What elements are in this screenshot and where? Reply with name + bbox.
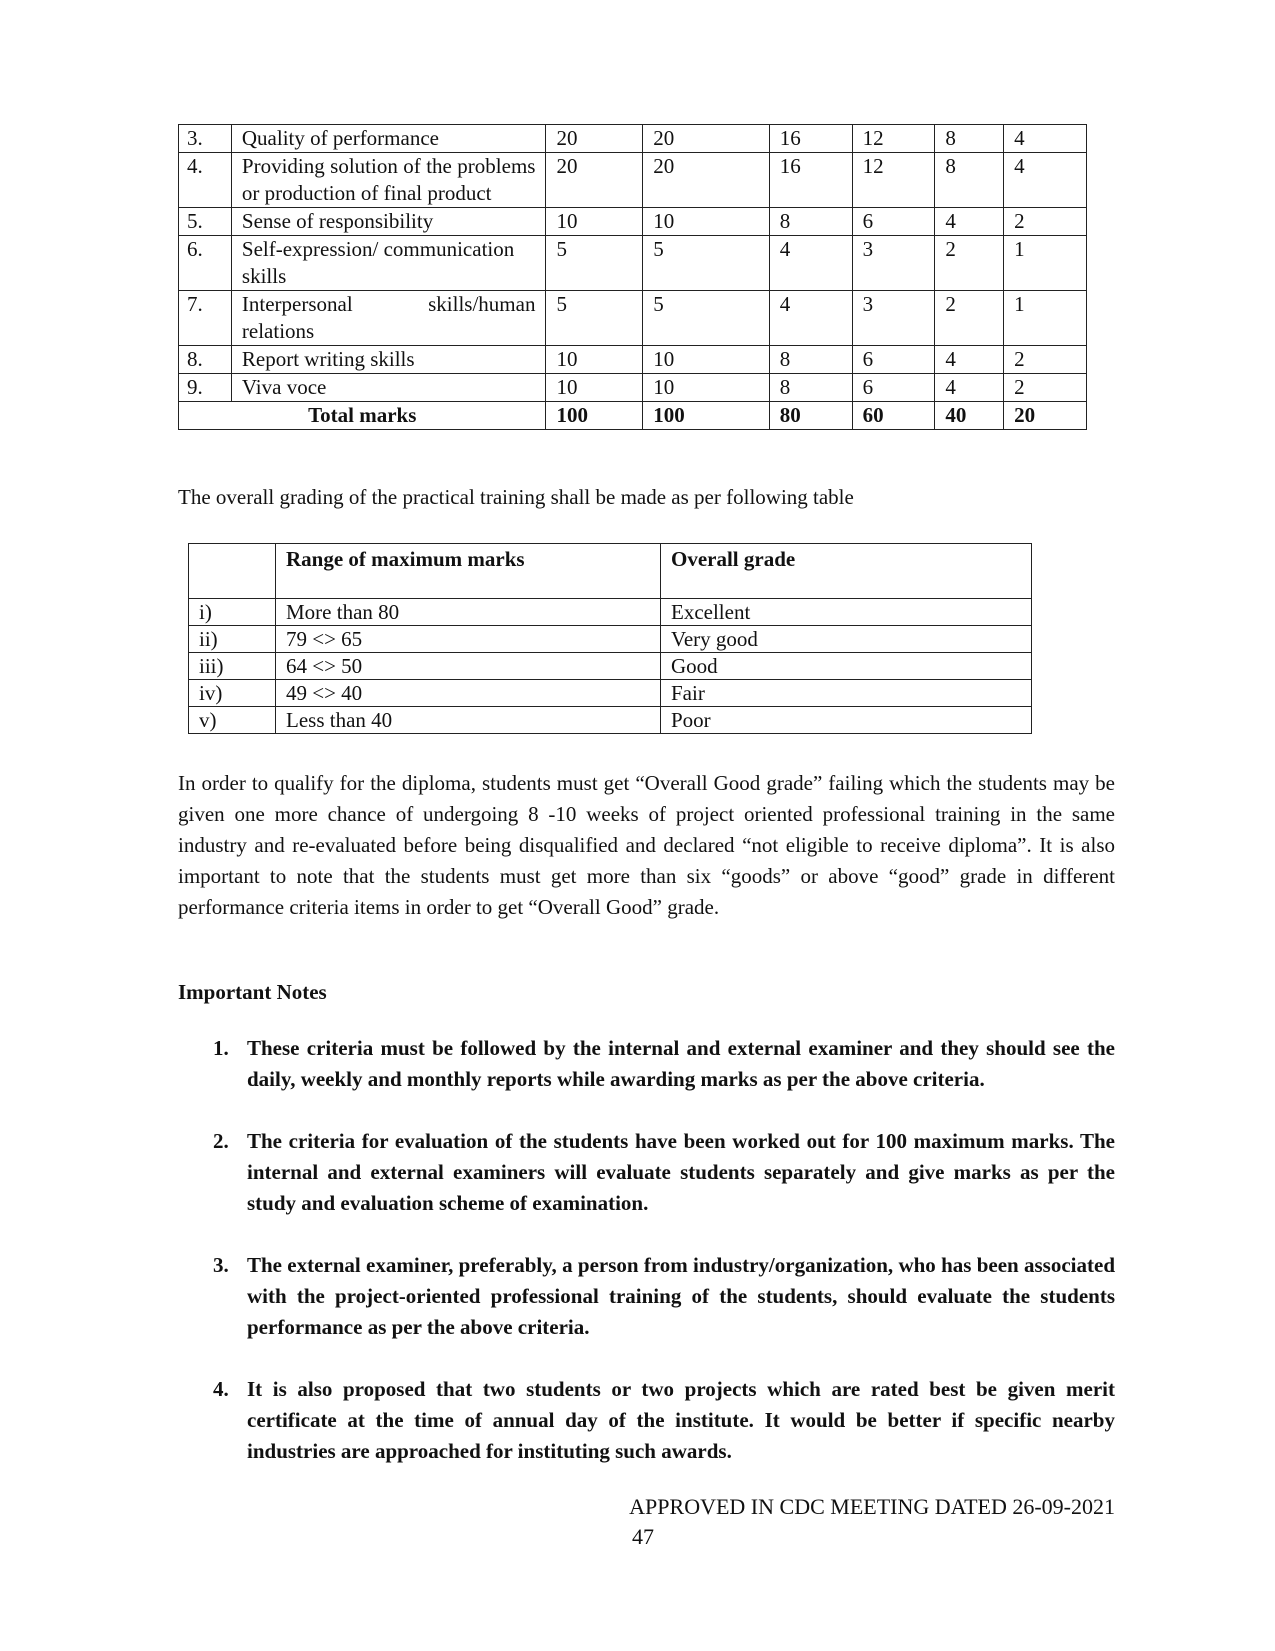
total-cell: 100 <box>643 402 770 430</box>
description-line <box>242 291 536 318</box>
table-row <box>189 707 1032 734</box>
marks-cell: 4 <box>1004 153 1087 208</box>
table-row <box>179 346 1087 374</box>
marks-cell: 8 <box>769 374 852 402</box>
marks-cell: 6 <box>852 208 935 236</box>
page-number: 47 <box>632 1524 654 1549</box>
grade-range: 49 <> 40 <box>276 680 661 707</box>
marks-cell: 10 <box>643 208 770 236</box>
table-row <box>189 653 1032 680</box>
grade-range: 64 <> 50 <box>276 653 661 680</box>
grade-label: Good <box>661 653 1032 680</box>
marks-cell: 2 <box>1004 346 1087 374</box>
marks-cell: 8 <box>935 125 1004 153</box>
row-number: 8. <box>179 346 232 374</box>
grade-index: iv) <box>189 680 276 707</box>
marks-cell: 20 <box>643 153 770 208</box>
marks-cell: 8 <box>769 208 852 236</box>
approval-footer: APPROVED IN CDC MEETING DATED 26-09-2021 <box>629 1494 1115 1519</box>
marks-cell: 1 <box>1004 236 1087 291</box>
marks-cell: 4 <box>935 346 1004 374</box>
marks-cell: 2 <box>1004 374 1087 402</box>
total-cell: 20 <box>1004 402 1087 430</box>
marks-cell: 5 <box>546 236 643 291</box>
table-row <box>189 599 1032 626</box>
marks-cell: 1 <box>1004 291 1087 346</box>
table-row <box>179 374 1087 402</box>
table-row <box>179 236 1087 291</box>
marks-cell: 8 <box>935 153 1004 208</box>
list-item <box>178 1250 1115 1343</box>
table-row <box>179 125 1087 153</box>
marks-cell: 5 <box>546 291 643 346</box>
note-text: The external examiner, preferably, a person from industry/organization, who has been associated with the project-oriented professional training of the students, should evaluate the students performance as per the above criteria. <box>247 1253 1115 1339</box>
note-number: 4. <box>213 1377 229 1401</box>
marks-cell: 4 <box>1004 125 1087 153</box>
marks-cell: 10 <box>546 374 643 402</box>
header-grade: Overall grade <box>661 544 1032 599</box>
marks-cell: 6 <box>852 346 935 374</box>
total-cell: 100 <box>546 402 643 430</box>
criteria-table <box>178 124 1087 430</box>
grade-index: i) <box>189 599 276 626</box>
marks-cell: 10 <box>643 346 770 374</box>
grade-label: Fair <box>661 680 1032 707</box>
marks-cell: 3 <box>852 291 935 346</box>
grade-index: iii) <box>189 653 276 680</box>
total-cell: 60 <box>852 402 935 430</box>
marks-cell: 16 <box>769 153 852 208</box>
criteria-description: Quality of performance <box>231 125 546 153</box>
marks-cell: 5 <box>643 291 770 346</box>
grade-label: Very good <box>661 626 1032 653</box>
marks-cell: 4 <box>769 236 852 291</box>
list-item <box>178 1033 1115 1095</box>
grading-intro: The overall grading of the practical training shall be made as per following table <box>178 485 854 509</box>
note-text: The criteria for evaluation of the students have been worked out for 100 maximum marks. The internal and external examiners will evaluate students separately and give marks as per the study and evaluation scheme of examination. <box>247 1129 1115 1215</box>
marks-cell: 16 <box>769 125 852 153</box>
grade-label: Poor <box>661 707 1032 734</box>
row-number: 7. <box>179 291 232 346</box>
note-number: 1. <box>213 1036 229 1060</box>
row-number: 9. <box>179 374 232 402</box>
header-empty-cell <box>189 544 276 599</box>
row-number: 5. <box>179 208 232 236</box>
description-line: relations <box>241 319 315 343</box>
row-number: 6. <box>179 236 232 291</box>
marks-cell: 2 <box>935 236 1004 291</box>
marks-cell: 6 <box>852 374 935 402</box>
marks-cell: 20 <box>643 125 770 153</box>
row-number: 4. <box>179 153 232 208</box>
grade-table-header <box>189 544 1032 599</box>
marks-cell: 10 <box>643 374 770 402</box>
marks-cell: 10 <box>546 346 643 374</box>
row-number: 3. <box>179 125 232 153</box>
grade-index: v) <box>189 707 276 734</box>
total-cell: 40 <box>935 402 1004 430</box>
marks-cell: 4 <box>935 208 1004 236</box>
grade-index: ii) <box>189 626 276 653</box>
header-range: Range of maximum marks <box>276 544 661 599</box>
marks-cell: 20 <box>546 153 643 208</box>
total-row <box>179 402 1087 430</box>
total-cell: 80 <box>769 402 852 430</box>
marks-cell: 20 <box>546 125 643 153</box>
criteria-description: Report writing skills <box>231 346 546 374</box>
table-row <box>179 208 1087 236</box>
marks-cell: 4 <box>769 291 852 346</box>
marks-cell: 2 <box>1004 208 1087 236</box>
list-item <box>178 1126 1115 1219</box>
table-row <box>189 626 1032 653</box>
marks-cell: 3 <box>852 236 935 291</box>
list-item <box>178 1374 1115 1467</box>
criteria-description <box>231 291 546 346</box>
grade-range: 79 <> 65 <box>276 626 661 653</box>
grade-table <box>188 543 1032 734</box>
note-number: 3. <box>213 1253 229 1277</box>
marks-cell: 2 <box>935 291 1004 346</box>
notes-heading: Important Notes <box>178 980 327 1004</box>
criteria-description: Viva voce <box>231 374 546 402</box>
total-label: Total marks <box>179 402 546 430</box>
marks-cell: 5 <box>643 236 770 291</box>
note-number: 2. <box>213 1129 229 1153</box>
criteria-description: Self-expression/ communication skills <box>231 236 546 291</box>
table-row <box>189 680 1032 707</box>
criteria-description: Providing solution of the problems or production of final product <box>231 153 546 208</box>
description-word: Interpersonal <box>241 292 353 316</box>
note-text: It is also proposed that two students or two projects which are rated best be given merit certificate at the time of annual day of the institute. It would be better if specific nearby industries are approached for instituting such awards. <box>247 1377 1115 1463</box>
description-word: skills/human <box>428 292 536 316</box>
marks-cell: 4 <box>935 374 1004 402</box>
table-row <box>179 153 1087 208</box>
note-text: These criteria must be followed by the internal and external examiner and they should see the daily, weekly and monthly reports while awarding marks as per the above criteria. <box>247 1036 1115 1091</box>
grade-range: Less than 40 <box>276 707 661 734</box>
marks-cell: 10 <box>546 208 643 236</box>
table-row <box>179 291 1087 346</box>
qualify-paragraph: In order to qualify for the diploma, students must get “Overall Good grade” failing which the students may be given one more chance of undergoing 8 -10 weeks of project oriented professional training in the same industry and re-evaluated before being disqualified and declared “not eligible to receive diploma”. It is also important to note that the students must get more than six “goods” or above “good” grade in different performance criteria items in order to get “Overall Good” grade. <box>178 771 1115 919</box>
grade-label: Excellent <box>661 599 1032 626</box>
grade-range: More than 80 <box>276 599 661 626</box>
marks-cell: 8 <box>769 346 852 374</box>
criteria-description: Sense of responsibility <box>231 208 546 236</box>
notes-list <box>178 1033 1115 1498</box>
marks-cell: 12 <box>852 153 935 208</box>
marks-cell: 12 <box>852 125 935 153</box>
